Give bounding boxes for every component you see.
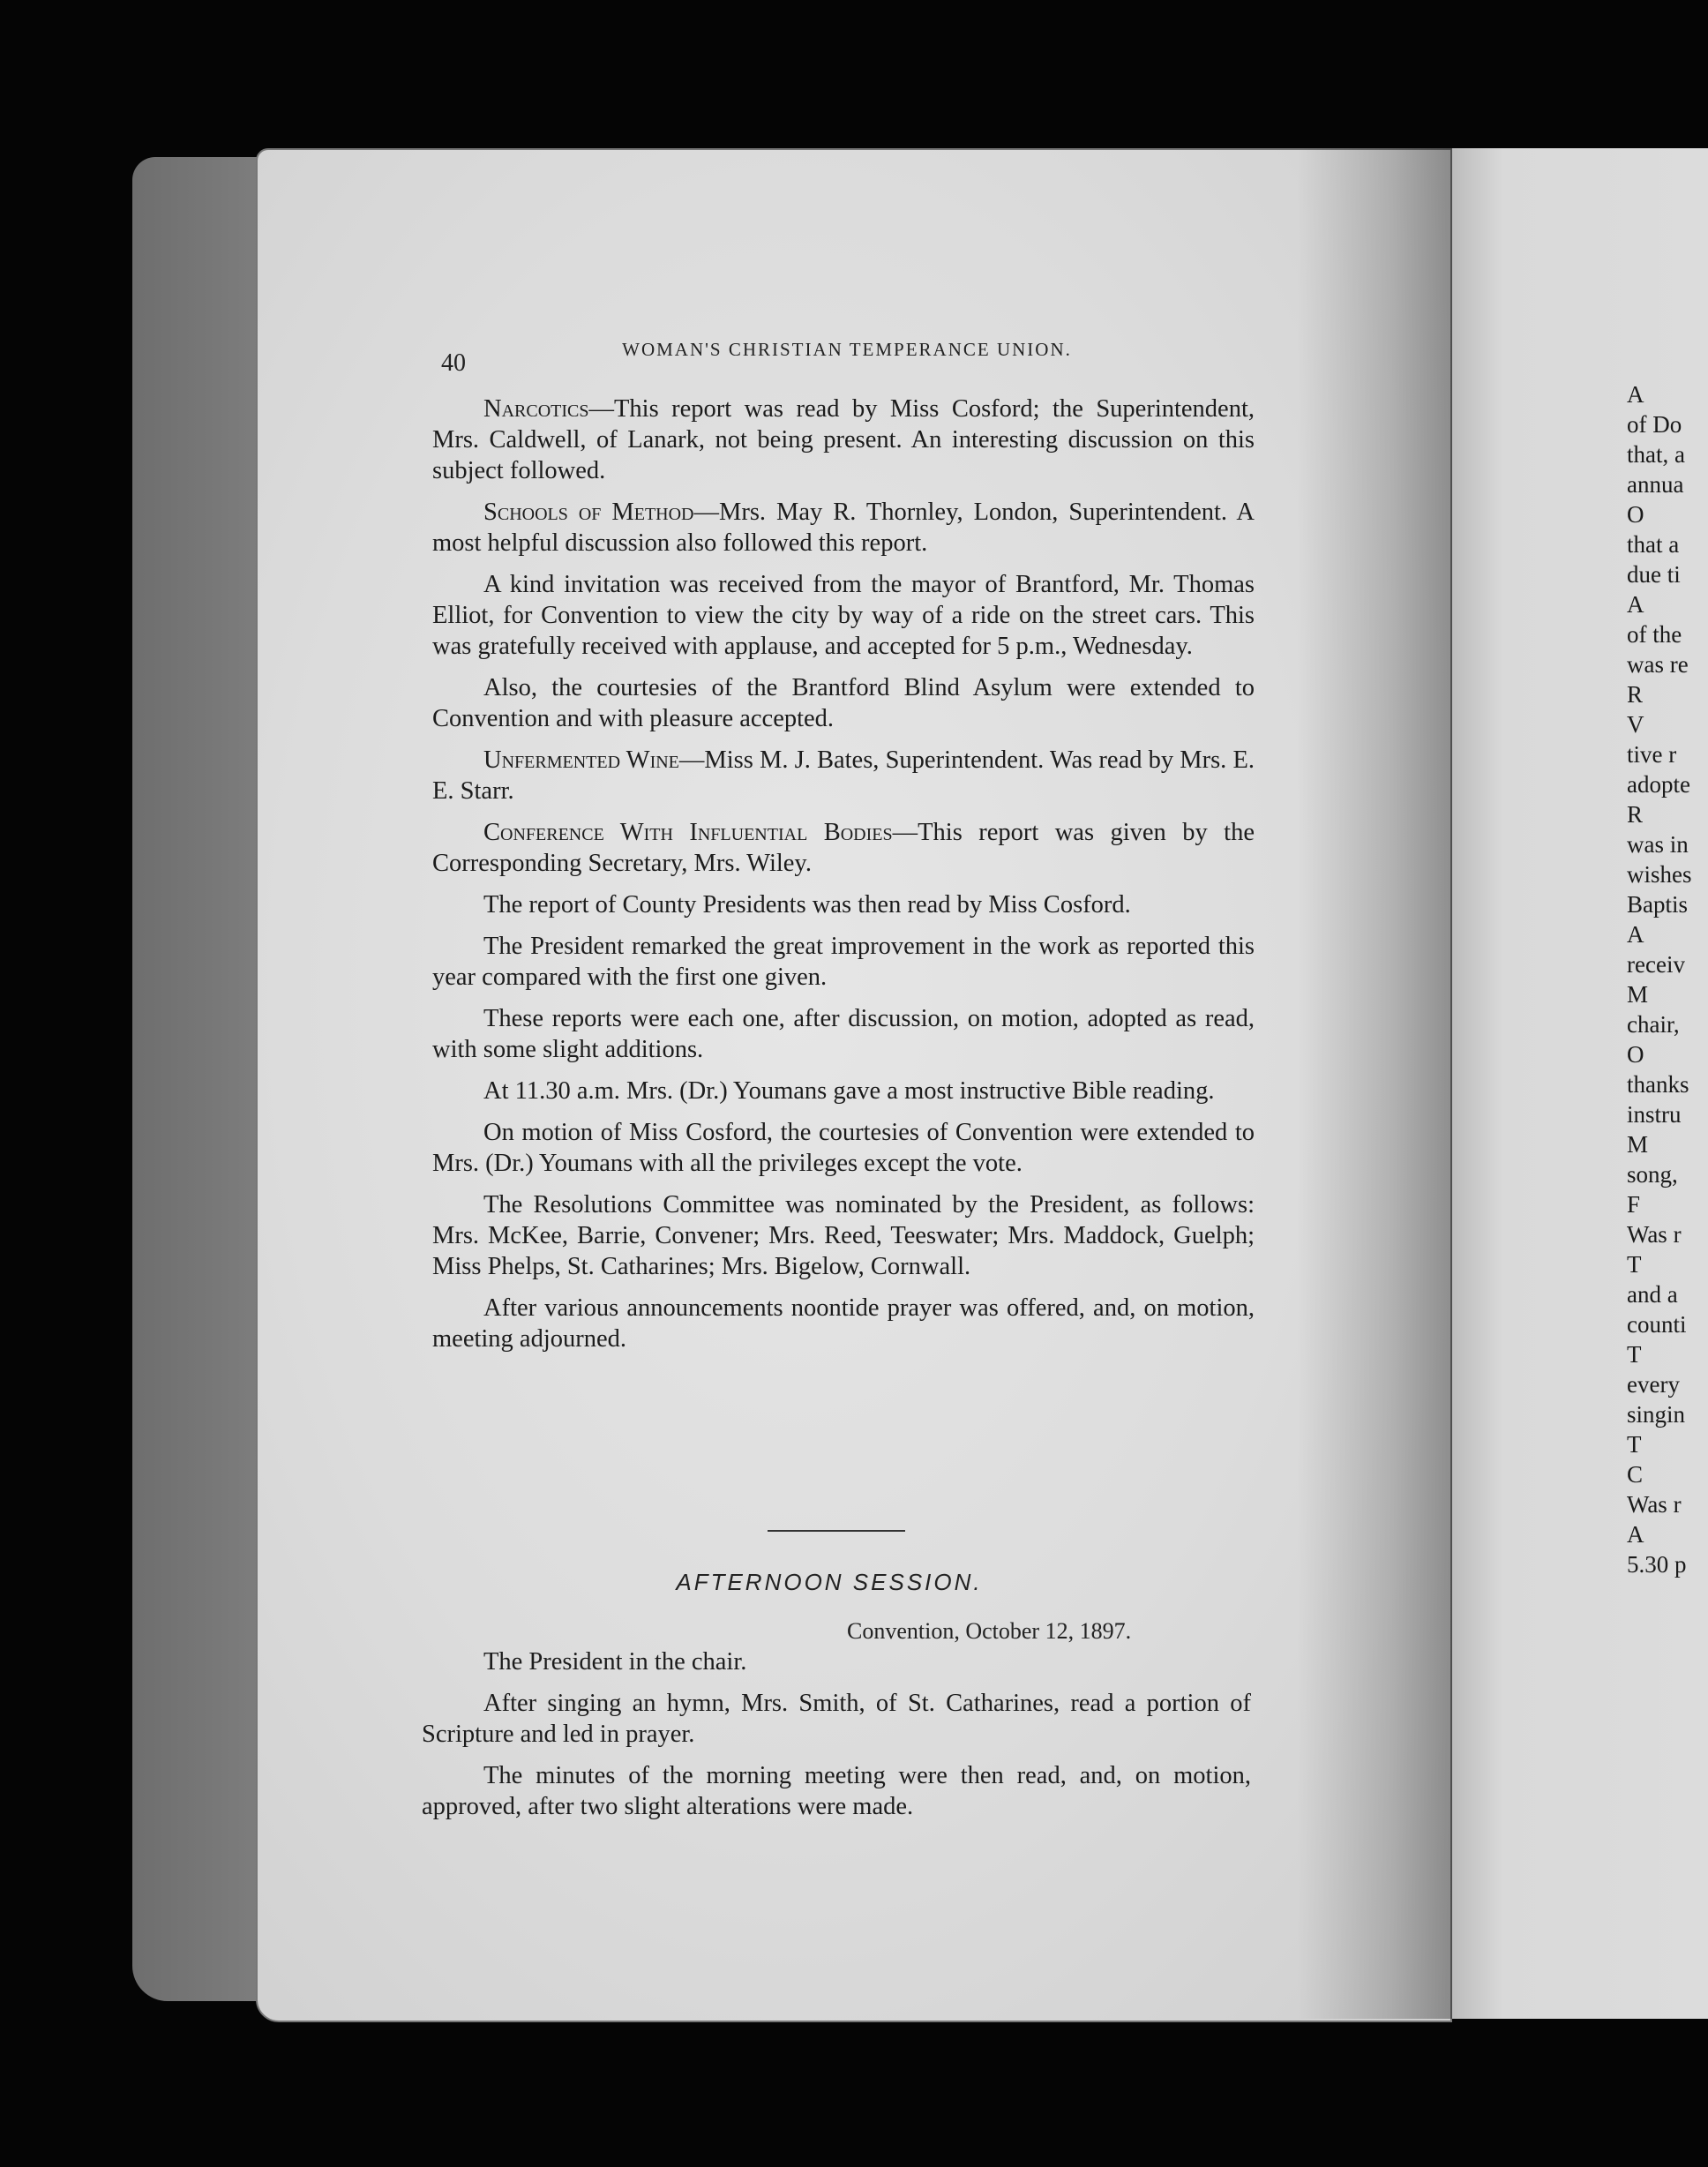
- paragraph-lead: Unfermented Wine: [483, 746, 679, 774]
- paragraph-text: On motion of Miss Cosford, the courtesies of Convention were extended to Mrs. (Dr.) Youmans with all the privileges except the vote.: [432, 1119, 1255, 1177]
- paragraph-text: The Resolutions Committee was nominated by the President, as follows: Mrs. McKee, Barrie, Convener; Mrs. Reed, Teeswater; Mrs. Maddock, Guelph; Miss Phelps, St. Catharines; Mrs. Bigelow, Cornwall.: [432, 1191, 1255, 1280]
- right-page-fragment: M: [1627, 981, 1649, 1008]
- right-page-fragment: was re: [1627, 651, 1689, 678]
- paragraph: After singing an hymn, Mrs. Smith, of St. Catharines, read a portion of Scripture and led in prayer.: [422, 1690, 1251, 1748]
- right-page-fragment: A: [1627, 921, 1644, 948]
- section-divider: [768, 1530, 905, 1532]
- right-page-fragment: that, a: [1627, 441, 1685, 468]
- right-page-fragment: chair,: [1627, 1011, 1680, 1038]
- paragraph-text: —Mrs. May R. Thornley, London, Superintendent. A most helpful discussion also followed this report.: [432, 499, 1255, 557]
- paragraph: [432, 394, 1255, 486]
- paragraph: [432, 745, 1255, 806]
- right-page-fragment: Baptis: [1627, 891, 1689, 918]
- paragraph: [432, 1293, 1255, 1354]
- right-page-fragment: thanks: [1627, 1071, 1689, 1098]
- paragraph-text: —Miss M. J. Bates, Superintendent. Was read by Mrs. E. E. Starr.: [432, 746, 1255, 805]
- paragraph-text: Also, the courtesies of the Brantford Blind Asylum were extended to Convention and with pleasure accepted.: [432, 674, 1255, 732]
- paragraph-text: A kind invitation was received from the mayor of Brantford, Mr. Thomas Elliot, for Convention to view the city by way of a ride on the street cars. This was gratefully received with applause, and accepted for 5 p.m., Wednesday.: [432, 571, 1255, 660]
- right-page-fragment: of Do: [1627, 411, 1682, 438]
- right-page-fragment: O: [1627, 1041, 1644, 1068]
- paragraph-text: —This report was read by Miss Cosford; the Superintendent, Mrs. Caldwell, of Lanark, not being present. An interesting discussion on this subject followed.: [432, 395, 1255, 484]
- right-page-fragment: 5.30 p: [1627, 1551, 1687, 1578]
- paragraph-lead: Schools of Method: [483, 499, 694, 526]
- paragraph: [432, 497, 1255, 559]
- page-gutter: [1297, 148, 1456, 2019]
- right-page-fragment: R: [1627, 801, 1644, 828]
- paragraph: [432, 672, 1255, 734]
- right-page-fragment: M: [1627, 1131, 1649, 1158]
- dateline: Convention, October 12, 1897.: [847, 1618, 1132, 1644]
- paragraph: [432, 1189, 1255, 1282]
- right-page-fragment: of the: [1627, 621, 1682, 648]
- paragraph: [432, 1076, 1255, 1106]
- right-page-fragment: F: [1627, 1191, 1641, 1218]
- right-page-fragment: singin: [1627, 1401, 1686, 1428]
- right-page-fragment: wishes: [1627, 861, 1692, 888]
- paragraph: The President in the chair.: [483, 1648, 747, 1676]
- running-head: [441, 339, 1253, 361]
- right-page-fragments: [1627, 379, 1708, 1579]
- right-page-fragment: Was r: [1627, 1221, 1682, 1248]
- paragraph-text: The report of County Presidents was then read by Miss Cosford.: [483, 891, 1131, 919]
- right-page-fragment: T: [1627, 1251, 1642, 1278]
- right-page-fragment: O: [1627, 501, 1644, 528]
- paragraph: [432, 817, 1255, 879]
- right-page-fragment: was in: [1627, 831, 1689, 858]
- right-page-fragment: T: [1627, 1431, 1642, 1458]
- paragraph: [432, 889, 1255, 920]
- paragraph: [432, 569, 1255, 662]
- paragraph-text: After various announcements noontide prayer was offered, and, on motion, meeting adjourned.: [432, 1294, 1255, 1353]
- paragraph-text: The President remarked the great improvement in the work as reported this year compared with the first one given.: [432, 933, 1255, 991]
- right-page-fragment: A: [1627, 381, 1644, 408]
- right-page-fragment: T: [1627, 1341, 1642, 1368]
- right-page-fragment: that a: [1627, 531, 1680, 558]
- right-page-fragment: due ti: [1627, 561, 1681, 588]
- right-page-fragment: every: [1627, 1371, 1680, 1398]
- page-number: 40: [441, 349, 466, 377]
- paragraph-text: These reports were each one, after discussion, on motion, adopted as read, with some slight additions.: [432, 1005, 1255, 1063]
- right-page-fragment: C: [1627, 1461, 1644, 1488]
- right-page-fragment: V: [1627, 711, 1644, 738]
- right-page-fragment: counti: [1627, 1311, 1687, 1338]
- right-page-fragment: receiv: [1627, 951, 1685, 978]
- right-page-fragment: R: [1627, 681, 1644, 708]
- right-page-fragment: annua: [1627, 471, 1684, 498]
- right-page-fragment: A: [1627, 1521, 1644, 1548]
- paragraph-text: —This report was given by the Corresponding Secretary, Mrs. Wiley.: [432, 819, 1255, 877]
- right-page-fragment: tive r: [1627, 741, 1677, 768]
- paragraph: [432, 931, 1255, 993]
- right-page-fragment: adopte: [1627, 771, 1690, 798]
- section-title: AFTERNOON SESSION.: [676, 1569, 983, 1595]
- paragraph: The minutes of the morning meeting were then read, and, on motion, approved, after two slight alterations were made.: [422, 1762, 1251, 1820]
- right-page-fragment: and a: [1627, 1281, 1678, 1308]
- paragraph-lead: Narcotics: [483, 395, 589, 423]
- afternoon-text: [422, 1646, 1251, 1833]
- paragraph: [432, 1117, 1255, 1179]
- running-head-text: WOMAN'S CHRISTIAN TEMPERANCE UNION.: [622, 339, 1072, 360]
- right-page-fragment: instru: [1627, 1101, 1682, 1128]
- right-page-fragment: A: [1627, 591, 1644, 618]
- right-page-fragment: Was r: [1627, 1491, 1682, 1518]
- right-page-fragment: song,: [1627, 1161, 1678, 1188]
- paragraph: [432, 1003, 1255, 1065]
- main-text: [432, 394, 1255, 1365]
- paragraph-text: At 11.30 a.m. Mrs. (Dr.) Youmans gave a most instructive Bible reading.: [483, 1077, 1215, 1105]
- paragraph-lead: Conference With Influential Bodies: [483, 819, 893, 846]
